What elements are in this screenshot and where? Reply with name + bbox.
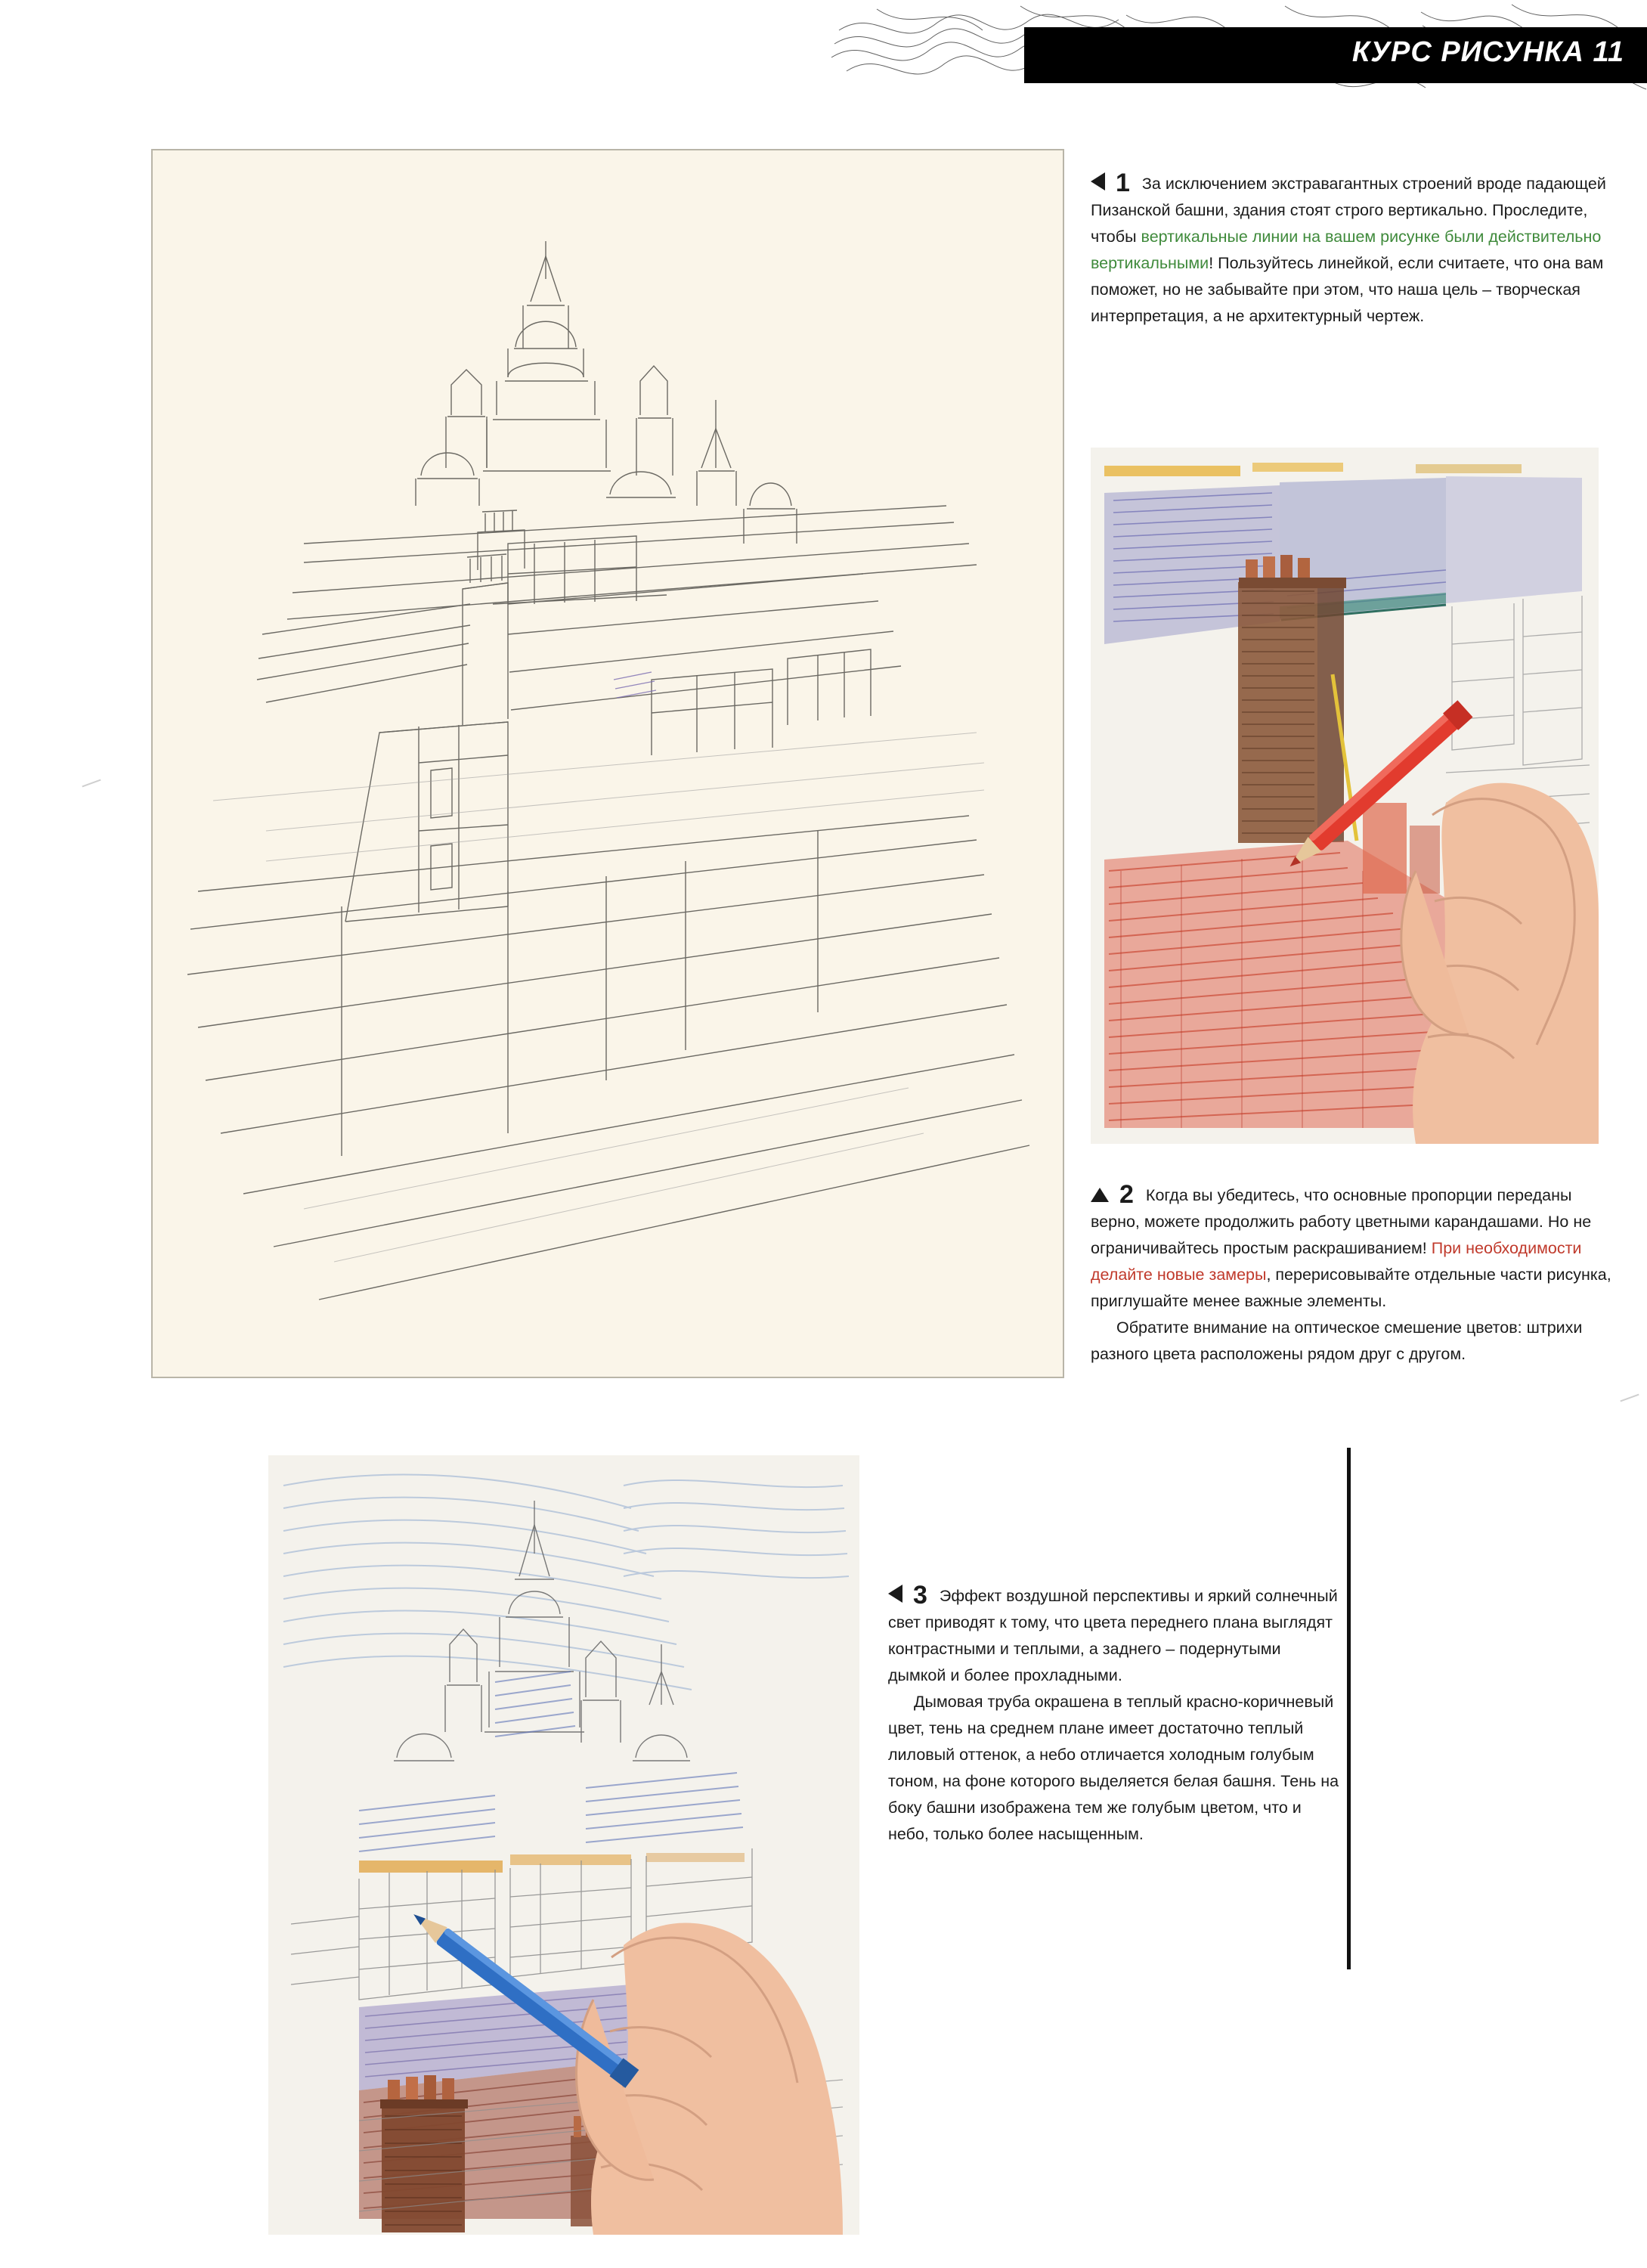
step-1-marker [1091, 168, 1138, 197]
step-1-number: 1 [1116, 169, 1130, 197]
step-3-number: 3 [913, 1581, 927, 1610]
arrow-left-icon [1091, 172, 1105, 191]
step-2-paragraph-2: Обратите внимание на оптическое смешение цветов: штрихи разного цвета расположены рядом друг с другом. [1091, 1318, 1583, 1363]
step-3-text [888, 1580, 1342, 1848]
step-1-text [1091, 168, 1612, 330]
photo-hand-with-blue-pencil [268, 1455, 859, 2235]
red-pencil-photo [1091, 448, 1599, 1144]
step-2-run-2: При необходимости делайте новые замеры [1091, 1239, 1582, 1284]
arrow-up-icon [1091, 1188, 1109, 1202]
step-1-run-1: За исключением экстравагантных строений вроде падающей Пизанской башни, здания стоят строго вертикально. Проследите, чтобы [1091, 175, 1606, 246]
step-1-run-3: ! Пользуйтесь линейкой, если считаете, что она вам поможет, но не забывайте при этом, что наша цель – творческая интерпретация, а не архитектурный чертеж. [1091, 254, 1604, 325]
registration-tick-right [1620, 1394, 1639, 1402]
step-2-run-3: , перерисовывайте отдельные части рисунка, приглушайте менее важные элементы. [1091, 1266, 1611, 1310]
photo-hand-with-red-pencil [1091, 448, 1599, 1144]
step-2-text [1091, 1179, 1620, 1368]
graphite-sketch-cityscape [151, 149, 1064, 1378]
step-1-run-2: вертикальные линии на вашем рисунке были действительно вертикальными [1091, 228, 1602, 272]
step-2-number: 2 [1119, 1180, 1134, 1209]
arrow-left-icon [888, 1585, 902, 1603]
registration-tick-left [82, 779, 101, 788]
sketch-drawing [153, 150, 1063, 1377]
vertical-rule [1347, 1448, 1351, 1969]
step-3-marker [888, 1580, 935, 1610]
step-2-marker [1091, 1179, 1141, 1209]
blue-pencil-photo [268, 1455, 859, 2235]
step-3-paragraph-1: Эффект воздушной перспективы и яркий солнечный свет приводят к тому, что цвета переднего плана выглядят контрастными и теплыми, а заднего – подернутыми дымкой и более прохладными. [888, 1587, 1338, 1684]
page-title: КУРС РИСУНКА 11 [1351, 36, 1624, 68]
page-header [831, 0, 1647, 113]
step-3-paragraph-2: Дымовая труба окрашена в теплый красно-коричневый цвет, тень на среднем плане имеет достаточно теплый лиловый оттенок, а небо отличается холодным голубым тоном, на фоне которого выделяется белая башня. Тень на боку башни изображена тем же голубым цветом, что и небо, только более насыщенным. [888, 1693, 1339, 1843]
step-2-run-1: Когда вы убедитесь, что основные пропорции переданы верно, можете продолжить работу цветными карандашами. Но не ограничивайтесь простым раскрашиванием! [1091, 1186, 1592, 1257]
